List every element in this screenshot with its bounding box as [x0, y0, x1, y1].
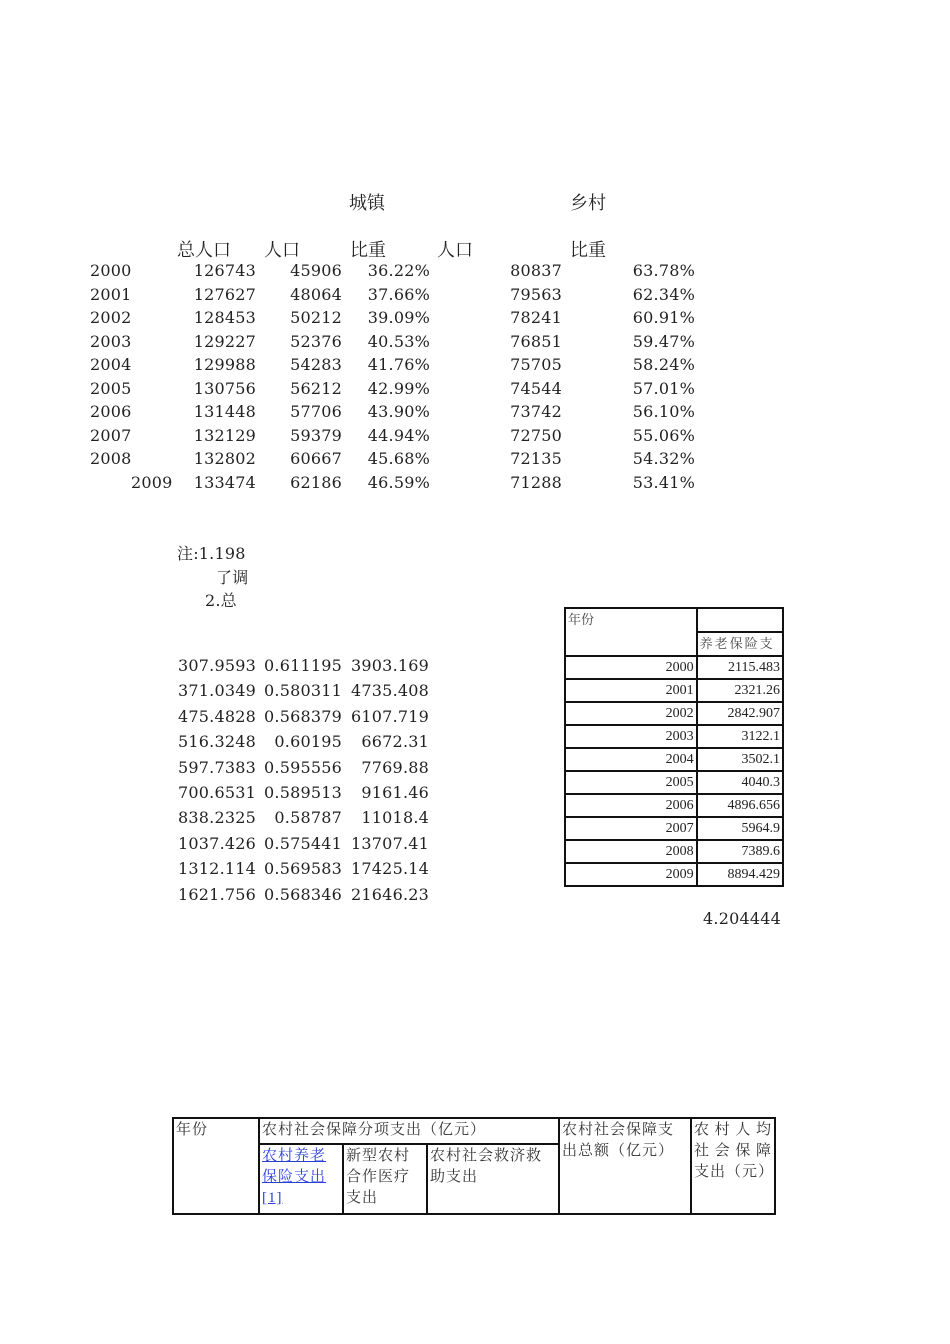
urban-pop-cell: 54283 [290, 355, 342, 374]
table-row [565, 679, 783, 702]
bt-coop-medical-header: 新型农村合作医疗支出 [343, 1144, 427, 1214]
year-cell: 2001 [90, 284, 132, 304]
urban-ratio-cell: 41.76% [367, 355, 430, 374]
rt-year-cell: 2000 [565, 656, 697, 679]
rt-year-cell: 2007 [565, 817, 697, 840]
rural-ratio-cell: 56.10% [632, 402, 695, 421]
rural-ratio-cell: 53.41% [632, 472, 695, 492]
total-pop-cell: 131448 [193, 402, 256, 421]
year-cell: 2003 [90, 331, 132, 351]
table-row [565, 656, 783, 679]
urban-pop-cell: 60667 [290, 449, 342, 468]
year-cell: 2004 [90, 355, 132, 374]
calc-c-cell: 6107.719 [351, 706, 429, 726]
rt-value-cell: 3502.1 [697, 748, 783, 771]
calc-c-cell: 13707.41 [351, 833, 429, 853]
bt-sub-expense-header: 农村社会保障分项支出（亿元） [259, 1118, 559, 1144]
calc-a-cell: 516.3248 [178, 732, 256, 752]
note-line-2: 了调 [216, 568, 249, 587]
rural-pop-cell: 76851 [510, 331, 562, 351]
calc-b-cell: 0.568379 [264, 706, 342, 726]
year-cell: 2008 [90, 449, 132, 468]
calc-c-cell: 9161.46 [361, 783, 429, 802]
rt-value-cell: 4896.656 [697, 794, 783, 817]
calc-a-cell: 1037.426 [178, 833, 256, 853]
rural-pop-header: 人口 [437, 240, 473, 261]
calc-a-cell: 1621.756 [178, 884, 256, 904]
calc-b-cell: 0.589513 [264, 783, 342, 802]
rt-value-cell: 2842.907 [697, 702, 783, 725]
rt-year-cell: 2006 [565, 794, 697, 817]
rural-pop-cell: 72750 [510, 425, 562, 445]
bt-year-header: 年份 [173, 1118, 259, 1214]
rural-ratio-cell: 54.32% [632, 449, 695, 468]
calc-c-cell: 7769.88 [361, 757, 429, 777]
urban-ratio-cell: 37.66% [367, 284, 430, 304]
urban-pop-cell: 56212 [290, 378, 342, 398]
calc-a-cell: 1312.114 [178, 859, 256, 879]
rt-value-cell: 5964.9 [697, 817, 783, 840]
bt-relief-header: 农村社会救济救助支出 [427, 1144, 559, 1214]
bt-total-expense-header: 农村社会保障支出总额（亿元） [559, 1118, 691, 1214]
table-row [565, 771, 783, 794]
urban-pop-cell: 52376 [290, 331, 342, 351]
rural-pop-cell: 79563 [510, 284, 562, 304]
rural-ratio-cell: 57.01% [632, 378, 695, 398]
year-header-cell: 年份 [565, 608, 697, 656]
rt-value-cell: 2115.483 [697, 656, 783, 679]
pension-link[interactable]: 农村养老保险支出[1] [262, 1148, 327, 1206]
calc-c-cell: 11018.4 [361, 808, 429, 828]
table-row [565, 817, 783, 840]
rt-value-cell: 4040.3 [697, 771, 783, 794]
bt-per-capita-header: 农村人均社会保障支出（元） [691, 1118, 775, 1214]
urban-ratio-cell: 42.99% [367, 378, 430, 398]
urban-pop-cell: 62186 [290, 472, 342, 492]
calc-a-cell: 700.6531 [178, 783, 256, 802]
year-cell: 2006 [90, 402, 132, 421]
calc-b-cell: 0.595556 [264, 757, 342, 777]
rural-ratio-cell: 55.06% [632, 425, 695, 445]
note-line-1: 注:1.198 [177, 544, 246, 563]
year-cell: 2005 [90, 378, 132, 398]
note-line-3: 2.总 [205, 591, 237, 610]
calc-b-cell: 0.569583 [264, 859, 342, 879]
calc-a-cell: 838.2325 [178, 808, 256, 828]
calc-a-cell: 307.9593 [178, 656, 256, 675]
urban-pop-cell: 57706 [290, 402, 342, 421]
calc-c-cell: 4735.408 [351, 681, 429, 701]
table-row [565, 702, 783, 725]
calc-a-cell: 475.4828 [178, 706, 256, 726]
total-pop-cell: 129227 [193, 331, 256, 351]
urban-ratio-cell: 40.53% [367, 331, 430, 351]
table-row [565, 840, 783, 863]
table-row [565, 794, 783, 817]
total-pop-header: 总人口 [177, 240, 231, 261]
table-row [565, 748, 783, 771]
calc-b-cell: 0.60195 [274, 732, 342, 752]
table-row [565, 863, 783, 886]
table-row [565, 725, 783, 748]
rt-value-cell: 2321.26 [697, 679, 783, 702]
total-pop-cell: 127627 [193, 284, 256, 304]
rural-pop-cell: 71288 [510, 472, 562, 492]
total-pop-cell: 132802 [193, 449, 256, 468]
calc-a-cell: 371.0349 [178, 681, 256, 701]
urban-ratio-cell: 43.90% [367, 402, 430, 421]
calc-c-cell: 21646.23 [351, 884, 429, 904]
total-pop-cell: 129988 [193, 355, 256, 374]
rt-value-cell: 8894.429 [697, 863, 783, 886]
pension-header-cell: 养老保险支 [697, 632, 783, 656]
right-table-footer-value: 4.204444 [703, 909, 781, 928]
year-cell: 2009 [131, 472, 173, 492]
calc-c-cell: 17425.14 [351, 859, 429, 879]
year-cell: 2002 [90, 308, 132, 327]
calc-b-cell: 0.611195 [264, 656, 342, 675]
calc-b-cell: 0.575441 [264, 833, 342, 853]
rt-year-cell: 2004 [565, 748, 697, 771]
rural-pop-cell: 80837 [510, 261, 562, 280]
pension-expense-table [564, 607, 784, 887]
total-pop-cell: 126743 [193, 261, 256, 280]
rural-social-security-table [172, 1117, 776, 1215]
urban-pop-cell: 59379 [290, 425, 342, 445]
rural-header: 乡村 [570, 193, 606, 214]
blank-header-cell [697, 608, 783, 632]
total-pop-cell: 133474 [193, 472, 256, 492]
rt-value-cell: 7389.6 [697, 840, 783, 863]
rural-pop-cell: 74544 [510, 378, 562, 398]
urban-ratio-cell: 46.59% [367, 472, 430, 492]
calc-c-cell: 3903.169 [351, 656, 429, 675]
rt-year-cell: 2005 [565, 771, 697, 794]
year-cell: 2007 [90, 425, 132, 445]
rural-ratio-cell: 58.24% [632, 355, 695, 374]
urban-ratio-header: 比重 [350, 240, 386, 261]
rt-value-cell: 3122.1 [697, 725, 783, 748]
rt-year-cell: 2002 [565, 702, 697, 725]
rt-year-cell: 2003 [565, 725, 697, 748]
urban-pop-header: 人口 [264, 240, 300, 261]
rt-year-cell: 2001 [565, 679, 697, 702]
rural-ratio-cell: 60.91% [632, 308, 695, 327]
calc-b-cell: 0.568346 [264, 884, 342, 904]
calc-b-cell: 0.58787 [274, 808, 342, 828]
rural-pop-cell: 73742 [510, 402, 562, 421]
rural-ratio-cell: 59.47% [632, 331, 695, 351]
rural-ratio-header: 比重 [570, 240, 606, 261]
calc-b-cell: 0.580311 [264, 681, 342, 701]
total-pop-cell: 130756 [193, 378, 256, 398]
calc-c-cell: 6672.31 [361, 732, 429, 752]
calc-a-cell: 597.7383 [178, 757, 256, 777]
total-pop-cell: 128453 [193, 308, 256, 327]
urban-ratio-cell: 44.94% [367, 425, 430, 445]
urban-ratio-cell: 39.09% [367, 308, 430, 327]
urban-header: 城镇 [349, 193, 385, 214]
year-cell: 2000 [90, 261, 132, 280]
rural-ratio-cell: 62.34% [632, 284, 695, 304]
urban-pop-cell: 48064 [290, 284, 342, 304]
total-pop-cell: 132129 [193, 425, 256, 445]
urban-ratio-cell: 45.68% [367, 449, 430, 468]
rural-pop-cell: 72135 [510, 449, 562, 468]
urban-pop-cell: 45906 [290, 261, 342, 280]
rural-pop-cell: 75705 [510, 355, 562, 374]
rt-year-cell: 2009 [565, 863, 697, 886]
rt-year-cell: 2008 [565, 840, 697, 863]
urban-pop-cell: 50212 [290, 308, 342, 327]
rural-pop-cell: 78241 [510, 308, 562, 327]
urban-ratio-cell: 36.22% [367, 261, 430, 280]
rural-ratio-cell: 63.78% [632, 261, 695, 280]
